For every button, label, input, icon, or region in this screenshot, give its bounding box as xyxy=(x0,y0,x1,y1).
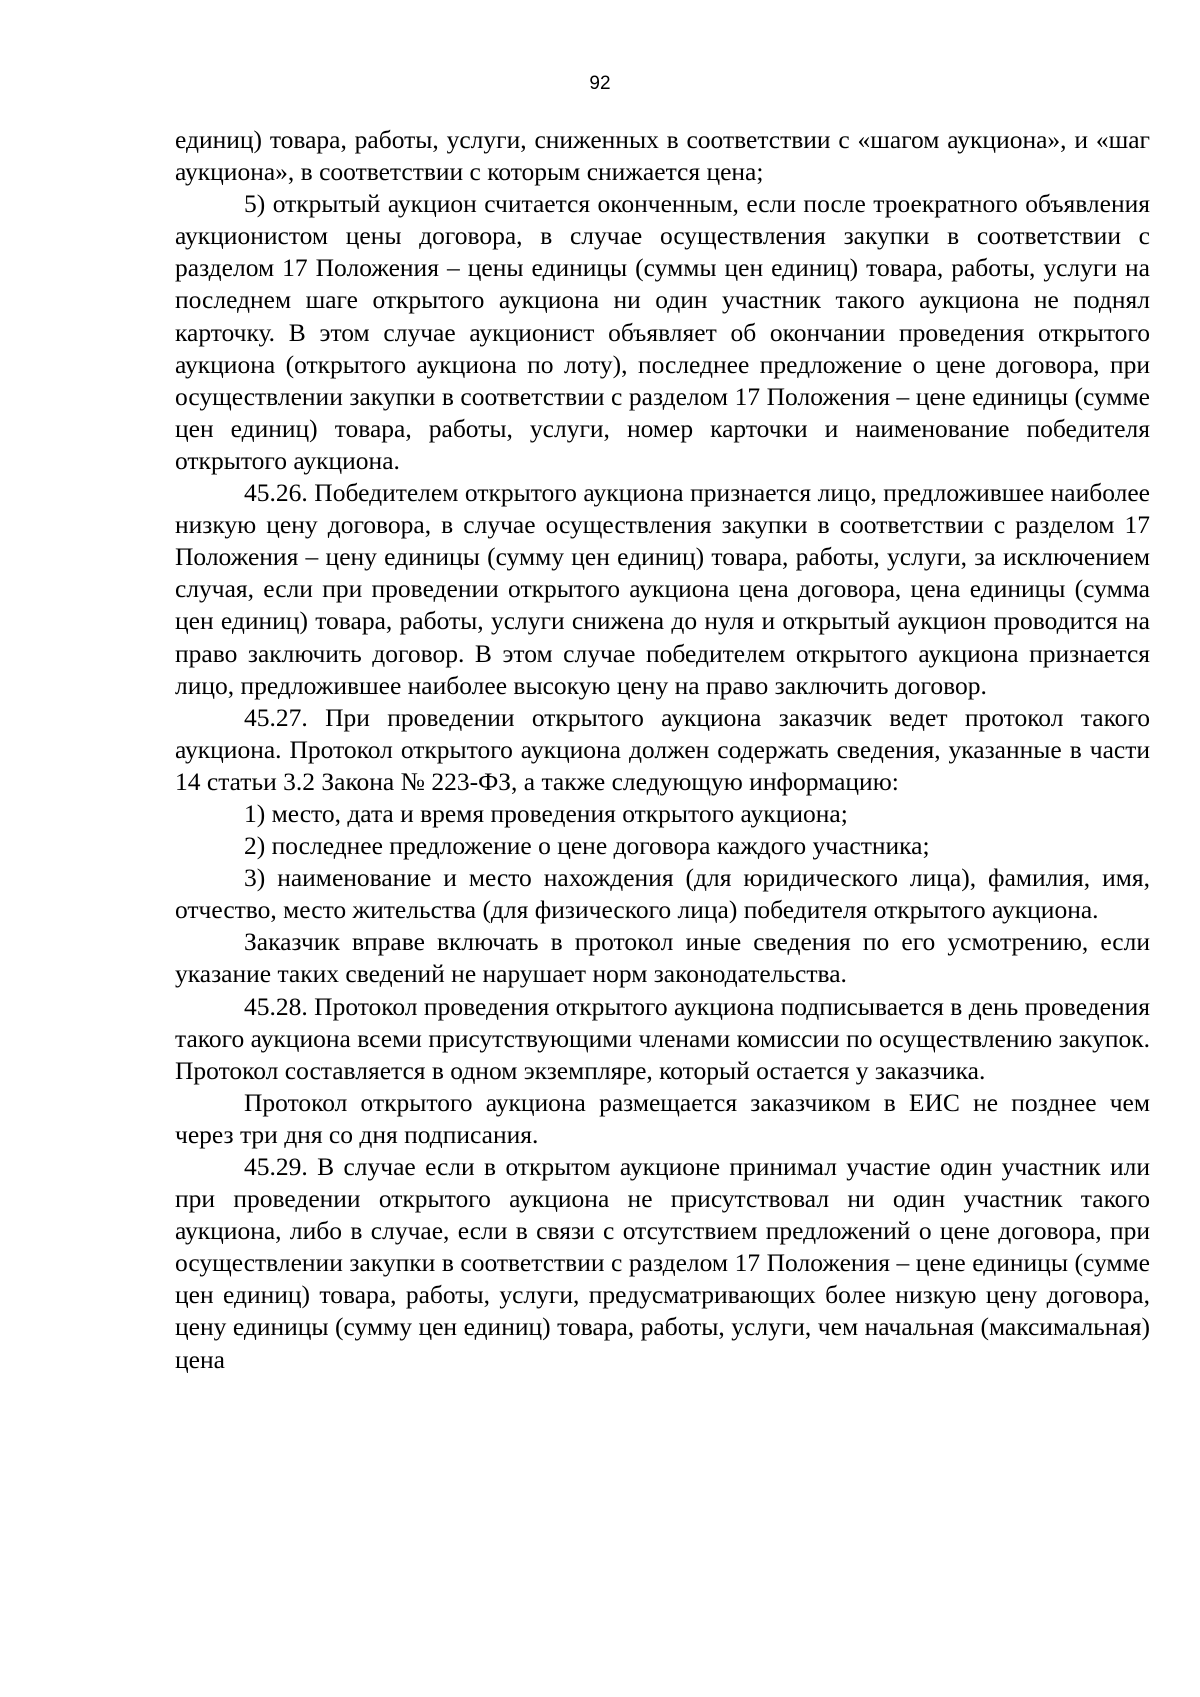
paragraph-45-26: 45.26. Победителем открытого аукциона признается лицо, предложившее наиболее низкую цену договора, в случае осуществления закупки в соответствии с разделом 17 Положения – цену единицы (сумму цен единиц) товара, работы, услуги, за исключением случая, если при проведении открытого аукциона цена договора, цена единицы (сумма цен единиц) товара, работы, услуги снижена до нуля и открытый аукцион проводится на право заключить договор. В этом случае победителем открытого аукциона признается лицо, предложившее наиболее высокую цену на право заключить договор. xyxy=(175,478,1150,700)
paragraph-45-27: 45.27. При проведении открытого аукциона заказчик ведет протокол такого аукциона. Протокол открытого аукциона должен содержать сведения, указанные в части 14 статьи 3.2 Закона № 223-ФЗ, а также следующую информацию: xyxy=(175,702,1150,796)
paragraph-continuation: единиц) товара, работы, услуги, сниженных в соответствии с «шагом аукциона», и «шаг аукциона», в соответствии с которым снижается цена; xyxy=(175,125,1150,187)
paragraph-item-5: 5) открытый аукцион считается оконченным, если после троекратного объявления аукционистом цены договора, в случае осуществления закупки в соответствии с разделом 17 Положения – цены единицы (суммы цен единиц) товара, работы, услуги на последнем шаге открытого аукциона ни один участник такого аукциона не поднял карточку. В этом случае аукционист объявляет об окончании проведения открытого аукциона (открытого аукциона по лоту), последнее предложение о цене договора, при осуществлении закупки в соответствии с разделом 17 Положения – цене единицы (сумме цен единиц) товара, работы, услуги, номер карточки и наименование победителя открытого аукциона. xyxy=(175,189,1150,475)
page-number: 92 xyxy=(589,73,611,94)
list-item-1: 1) место, дата и время проведения открытого аукциона; xyxy=(244,798,848,828)
paragraph-protocol-publication: Протокол открытого аукциона размещается заказчиком в ЕИС не позднее чем через три дня со дня подписания. xyxy=(175,1087,1150,1149)
paragraph-45-28: 45.28. Протокол проведения открытого аукциона подписывается в день проведения такого аукциона всеми присутствующими членами комиссии по осуществлению закупок. Протокол составляется в одном экземпляре, который остается у заказчика. xyxy=(175,991,1150,1085)
paragraph-45-29: 45.29. В случае если в открытом аукционе принимал участие один участник или при проведении открытого аукциона не присутствовал ни один участник такого аукциона, либо в случае, если в связи с отсутствием предложений о цене договора, при осуществлении закупки в соответствии с разделом 17 Положения – цене единицы (сумме цен единиц) товара, работы, услуги, предусматривающих более низкую цену договора, цену единицы (сумму цен единиц) товара, работы, услуги, чем начальная (максимальная) цена xyxy=(175,1152,1150,1374)
list-item-3: 3) наименование и место нахождения (для юридического лица), фамилия, имя, отчество, место жительства (для физического лица) победителя открытого аукциона. xyxy=(175,863,1150,925)
paragraph-customer-rights: Заказчик вправе включать в протокол иные сведения по его усмотрению, если указание таких сведений не нарушает норм законодательства. xyxy=(175,927,1150,989)
list-item-2: 2) последнее предложение о цене договора каждого участника; xyxy=(244,831,930,861)
document-body xyxy=(175,124,1150,1376)
